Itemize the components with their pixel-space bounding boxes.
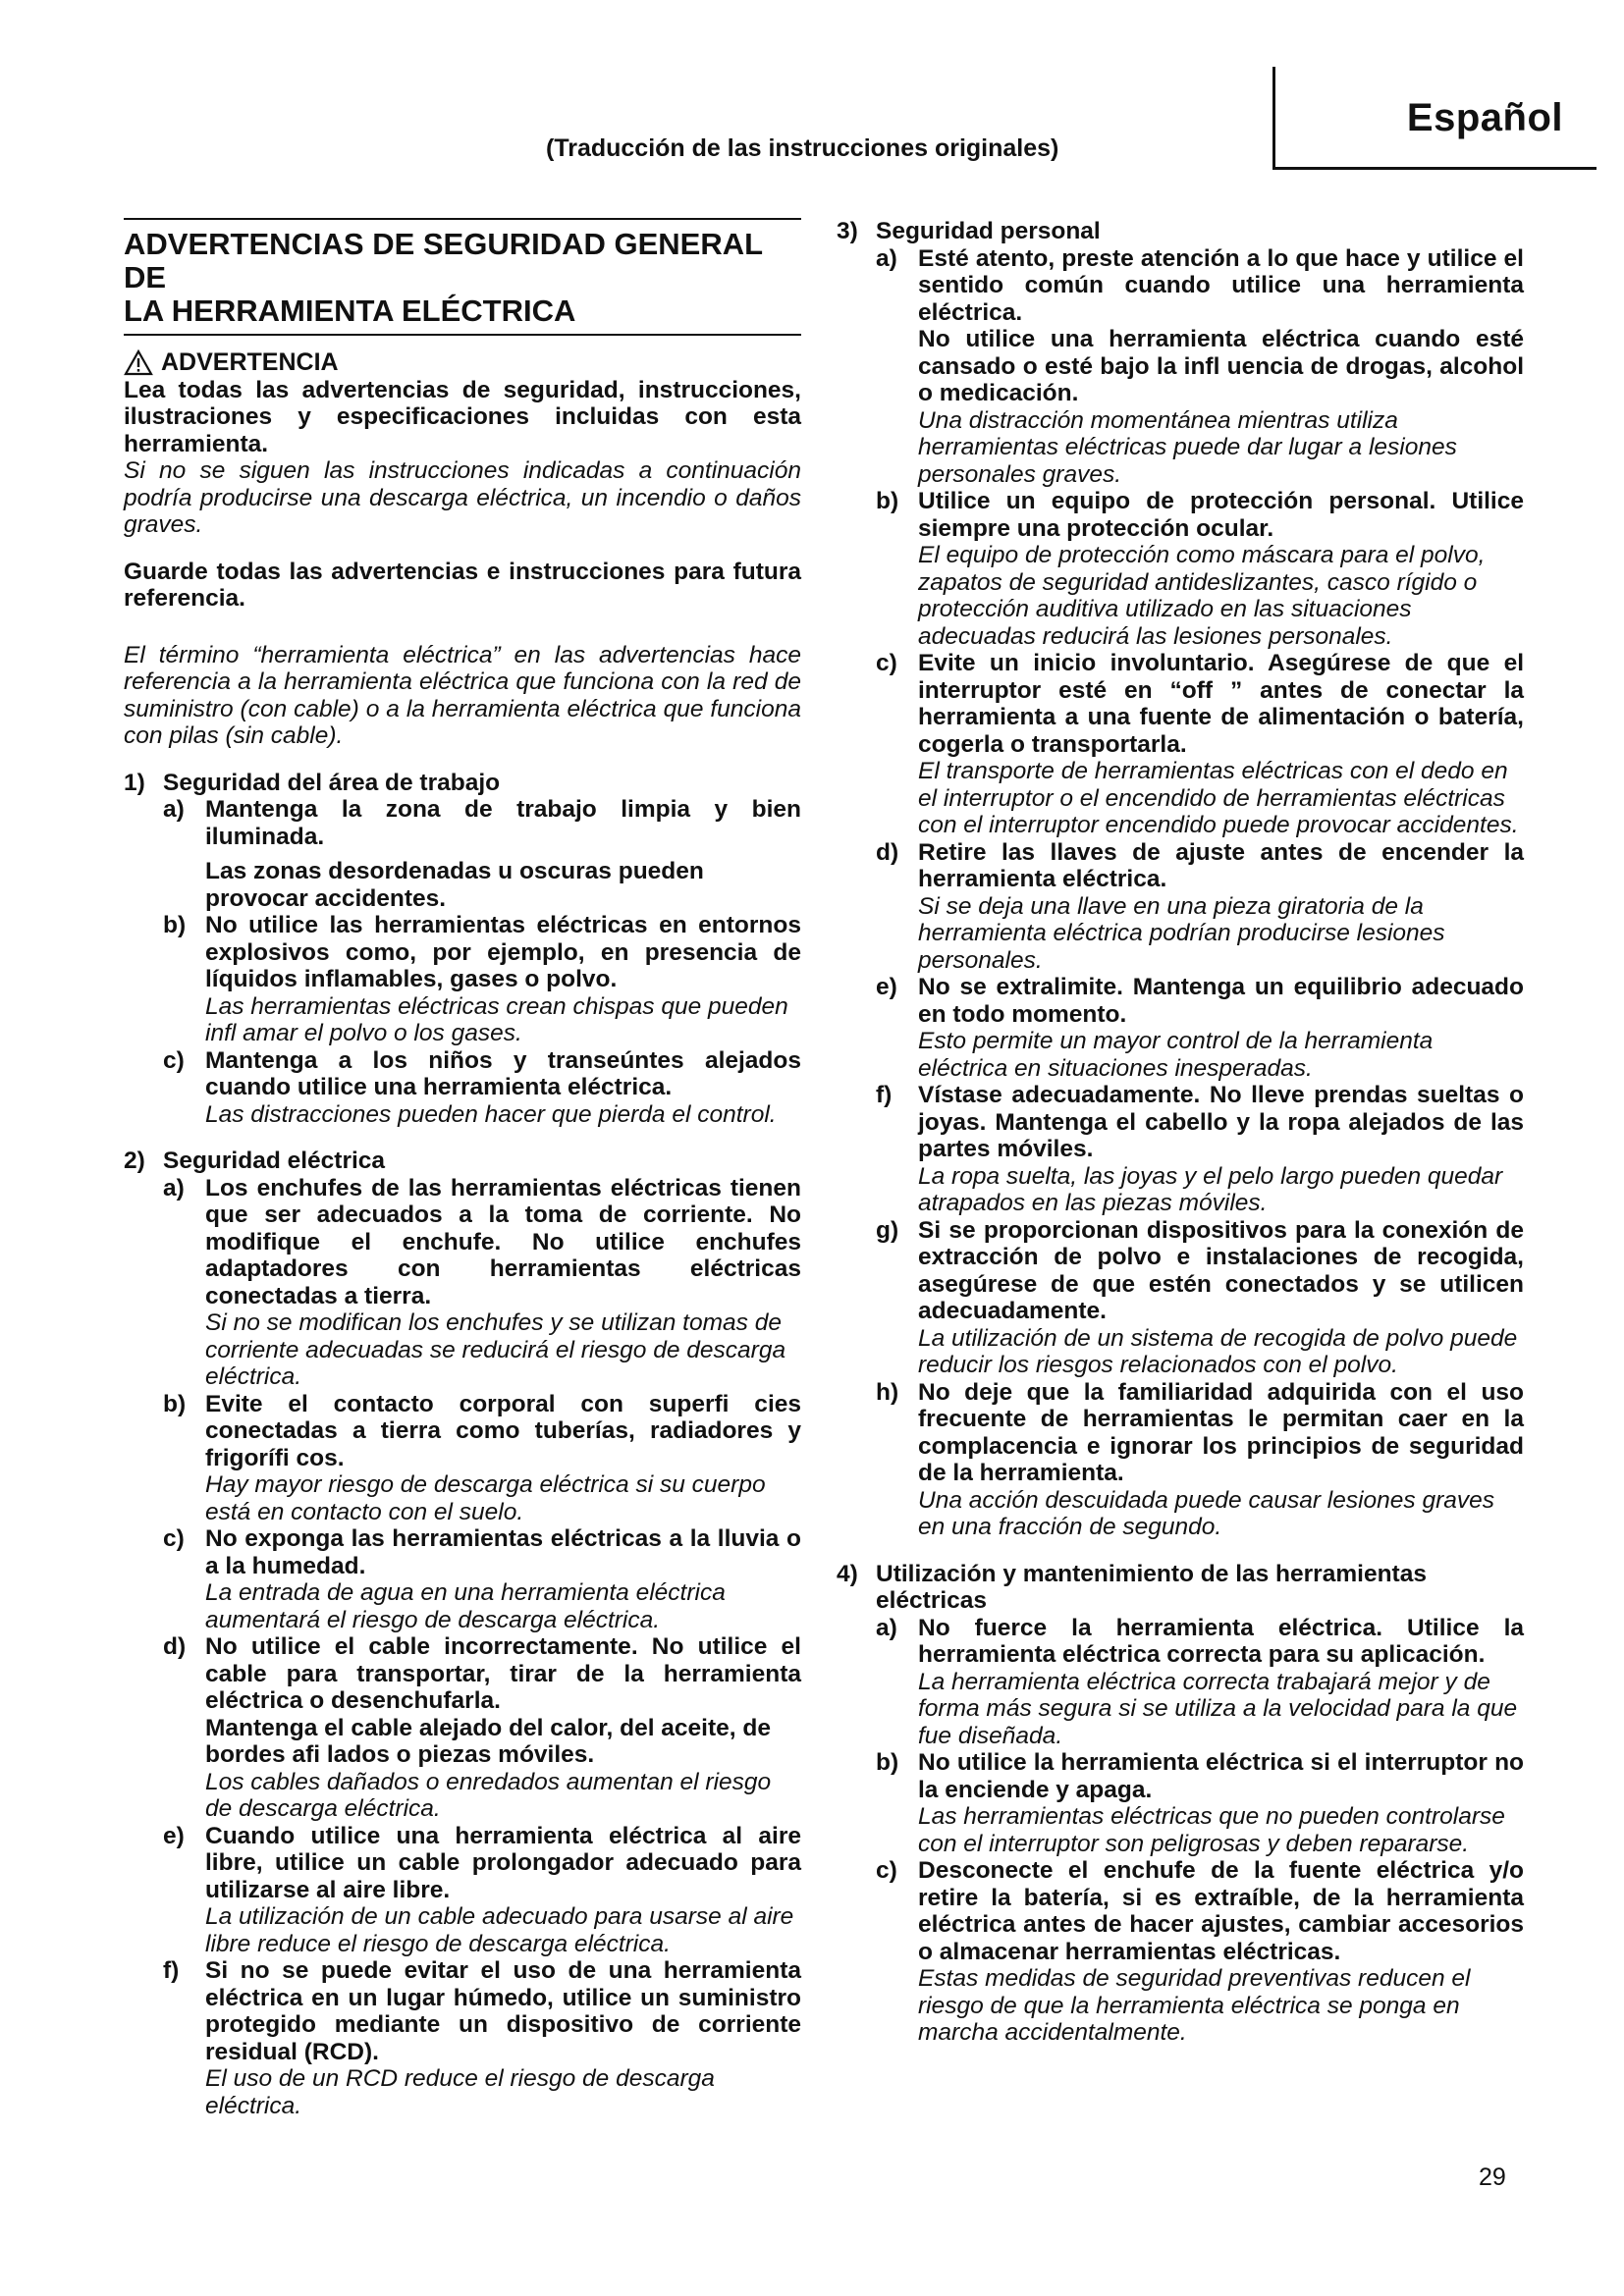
item-bold: Los enchufes de las herramientas eléctricas tienen que ser adecuados a la toma de corriente. No modifique el enchufe. No utilice enchufes adaptadores con herramientas eléctricas conectadas a tierra. bbox=[205, 1174, 801, 1309]
item-marker: c) bbox=[876, 650, 897, 676]
item-marker: b) bbox=[163, 912, 187, 938]
item-bold: Vístase adecuadamente. No lleve prendas sueltas o joyas. Mantenga el cabello y la ropa alejados de las partes móviles. bbox=[918, 1082, 1524, 1162]
item-italic: El transporte de herramientas eléctricas con el dedo en el interruptor o el encendido de herramientas eléctricas con el interruptor encendido puede provocar accidentes. bbox=[918, 758, 1519, 838]
item-marker: f) bbox=[876, 1082, 893, 1108]
s1-number: 1) bbox=[124, 769, 145, 796]
item-marker: h) bbox=[876, 1378, 899, 1406]
section-title-line2: LA HERRAMIENTA ELÉCTRICA bbox=[124, 294, 576, 328]
item-bold-2: Mantenga el cable alejado del calor, del aceite, de bordes afi lados o piezas móviles. bbox=[205, 1714, 771, 1768]
warning-label: ADVERTENCIA bbox=[161, 348, 339, 376]
item-italic: Si no se modifican los enchufes y se utilizan tomas de corriente adecuadas se reducirá el riesgo de descarga eléctrica. bbox=[205, 1309, 786, 1390]
list-item bbox=[876, 1082, 1524, 1217]
item-italic: Hay mayor riesgo de descarga eléctrica si su cuerpo está en contacto con el suelo. bbox=[205, 1471, 766, 1525]
item-marker: a) bbox=[163, 796, 185, 823]
item-bold: Si se proporcionan dispositivos para la conexión de extracción de polvo e instalaciones de recogida, asegúrese de que estén conectados y se utilicen adecuadamente. bbox=[918, 1216, 1524, 1324]
item-italic: Una distracción momentánea mientras utiliza herramientas eléctricas puede dar lugar a lesiones personales graves. bbox=[918, 406, 1457, 488]
right-column bbox=[837, 218, 1524, 2047]
item-marker: a) bbox=[163, 1174, 185, 1201]
list-item bbox=[876, 839, 1524, 975]
list-item bbox=[163, 1047, 801, 1129]
s3-title: Seguridad personal bbox=[876, 218, 1101, 244]
item-bold: Si no se puede evitar el uso de una herramienta eléctrica en un lugar húmedo, utilice un suministro protegido mediante un dispositivo de corriente residual (RCD). bbox=[205, 1957, 801, 2065]
item-italic: La herramienta eléctrica correcta trabajará mejor y de forma más segura si se utiliza a la velocidad para la que fue diseñada. bbox=[918, 1668, 1518, 1749]
item-marker: a) bbox=[876, 1614, 897, 1641]
item-bold: Esté atento, preste atención a lo que hace y utilice el sentido común cuando utilice una herramienta eléctrica. bbox=[918, 244, 1524, 326]
s4-title: Utilización y mantenimiento de las herramientas eléctricas bbox=[876, 1560, 1427, 1614]
item-italic: Las distracciones pueden hacer que pierda el control. bbox=[205, 1100, 777, 1128]
list-item bbox=[163, 1633, 801, 1823]
list-item bbox=[876, 1217, 1524, 1379]
s2-heading bbox=[124, 1148, 801, 1175]
item-marker: e) bbox=[876, 974, 897, 1000]
list-item bbox=[876, 488, 1524, 650]
item-bold: Cuando utilice una herramienta eléctrica al aire libre, utilice un cable prolongador adecuado para utilizarse al aire libre. bbox=[205, 1822, 801, 1903]
list-item bbox=[163, 1957, 801, 2119]
warning-triangle-icon bbox=[124, 349, 153, 376]
list-item bbox=[163, 912, 801, 1047]
item-marker: b) bbox=[876, 488, 899, 514]
item-bold: No utilice la herramienta eléctrica si el interruptor no la enciende y apaga. bbox=[918, 1749, 1524, 1803]
language-label: Español bbox=[1406, 96, 1563, 139]
item-bold: No se extralimite. Mantenga un equilibrio adecuado en todo momento. bbox=[918, 974, 1524, 1028]
item-marker: e) bbox=[163, 1822, 185, 1849]
language-tab bbox=[1272, 67, 1597, 170]
item-marker: f) bbox=[163, 1957, 180, 1984]
left-column bbox=[124, 218, 801, 2119]
item-marker: g) bbox=[876, 1216, 899, 1244]
keep-instructions-text: Guarde todas las advertencias e instrucciones para futura referencia. bbox=[124, 558, 801, 612]
list-item bbox=[163, 796, 801, 912]
item-italic: La utilización de un sistema de recogida de polvo puede reducir los riesgos relacionados con el polvo. bbox=[918, 1324, 1518, 1378]
item-marker: c) bbox=[876, 1857, 897, 1884]
item-bold-2: No utilice una herramienta eléctrica cuando esté cansado o esté bajo la infl uencia de drogas, alcohol o medicación. bbox=[918, 326, 1524, 406]
item-bold: Mantenga la zona de trabajo limpia y bien iluminada. bbox=[205, 796, 801, 850]
s1-title: Seguridad del área de trabajo bbox=[163, 769, 501, 796]
section-title bbox=[124, 218, 801, 336]
item-bold: No utilice las herramientas eléctricas en entornos explosivos como, por ejemplo, en presencia de líquidos inflamables, gases o polvo. bbox=[205, 912, 801, 992]
item-bold: No exponga las herramientas eléctricas a la lluvia o a la humedad. bbox=[205, 1525, 801, 1579]
page-subtitle: (Traducción de las instrucciones originales) bbox=[546, 134, 1059, 162]
item-marker: b) bbox=[163, 1390, 187, 1417]
item-bold: No utilice el cable incorrectamente. No utilice el cable para transportar, tirar de la herramienta eléctrica o desenchufarla. bbox=[205, 1633, 801, 1714]
item-marker: d) bbox=[163, 1633, 187, 1660]
list-item bbox=[876, 974, 1524, 1082]
item-bold-2: Las zonas desordenadas u oscuras pueden provocar accidentes. bbox=[205, 858, 704, 912]
item-bold: Retire las llaves de ajuste antes de encender la herramienta eléctrica. bbox=[918, 838, 1524, 892]
s1-heading bbox=[124, 770, 801, 797]
page-number: 29 bbox=[1479, 2163, 1506, 2191]
list-item bbox=[876, 1857, 1524, 2047]
item-italic: La ropa suelta, las joyas y el pelo largo pueden quedar atrapados en las piezas móviles. bbox=[918, 1162, 1503, 1216]
item-bold: Utilice un equipo de protección personal. Utilice siempre una protección ocular. bbox=[918, 488, 1524, 542]
warning-heading bbox=[124, 349, 801, 377]
item-italic: Las herramientas eléctricas que no pueden controlarse con el interruptor son peligrosas y deben repararse. bbox=[918, 1803, 1505, 1857]
s4-number: 4) bbox=[837, 1560, 858, 1587]
item-italic: Las herramientas eléctricas crean chispas que pueden infl amar el polvo o los gases. bbox=[205, 992, 788, 1046]
item-bold: No deje que la familiaridad adquirida con el uso frecuente de herramientas le permitan caer en la complacencia e ignorar los principios de seguridad de la herramienta. bbox=[918, 1378, 1524, 1486]
item-marker: b) bbox=[876, 1749, 899, 1776]
item-bold: No fuerce la herramienta eléctrica. Utilice la herramienta eléctrica correcta para su aplicación. bbox=[918, 1614, 1524, 1668]
list-item bbox=[876, 245, 1524, 489]
item-italic: Estas medidas de seguridad preventivas reducen el riesgo de que la herramienta eléctrica se ponga en marcha accidentalmente. bbox=[918, 1965, 1471, 2046]
item-italic: Esto permite un mayor control de la herramienta eléctrica en situaciones inesperadas. bbox=[918, 1028, 1434, 1082]
s2-title: Seguridad eléctrica bbox=[163, 1148, 386, 1174]
list-item bbox=[163, 1525, 801, 1633]
item-marker: c) bbox=[163, 1046, 185, 1074]
item-marker: a) bbox=[876, 244, 897, 272]
item-italic: Si se deja una llave en una pieza giratoria de la herramienta eléctrica podrían producirse lesiones personales. bbox=[918, 892, 1445, 974]
item-italic: Una acción descuidada puede causar lesiones graves en una fracción de segundo. bbox=[918, 1486, 1495, 1540]
list-item bbox=[163, 1175, 801, 1391]
item-bold: Evite el contacto corporal con superfi cies conectadas a tierra como tuberías, radiadores y frigorífi cos. bbox=[205, 1390, 801, 1471]
list-item bbox=[876, 1379, 1524, 1541]
list-item bbox=[163, 1391, 801, 1526]
s2-number: 2) bbox=[124, 1148, 145, 1174]
list-item bbox=[163, 1823, 801, 1958]
list-item bbox=[876, 1615, 1524, 1750]
warning-italic: Si no se siguen las instrucciones indicadas a continuación podría producirse una descarga eléctrica, un incendio o daños graves. bbox=[124, 457, 801, 538]
item-italic: Los cables dañados o enredados aumentan el riesgo de descarga eléctrica. bbox=[205, 1768, 772, 1822]
item-italic: La utilización de un cable adecuado para usarse al aire libre reduce el riesgo de descarga eléctrica. bbox=[205, 1903, 794, 1957]
list-item bbox=[876, 650, 1524, 839]
s3-number: 3) bbox=[837, 218, 858, 244]
item-italic: La entrada de agua en una herramienta eléctrica aumentará el riesgo de descarga eléctrica. bbox=[205, 1579, 726, 1633]
item-bold: Desconecte el enchufe de la fuente eléctrica y/o retire la batería, si es extraíble, de la herramienta eléctrica antes de hacer ajustes, cambiar accesorios o almacenar herramientas eléctricas. bbox=[918, 1857, 1524, 1965]
list-item bbox=[876, 1749, 1524, 1857]
warning-text: Lea todas las advertencias de seguridad, instrucciones, ilustraciones y especificaciones incluidas con esta herramienta. bbox=[124, 376, 801, 457]
s4-heading bbox=[837, 1561, 1524, 1615]
item-bold: Mantenga a los niños y transeúntes alejados cuando utilice una herramienta eléctrica. bbox=[205, 1046, 801, 1100]
item-marker: d) bbox=[876, 838, 899, 866]
s3-heading bbox=[837, 218, 1524, 245]
item-marker: c) bbox=[163, 1525, 185, 1552]
item-italic: El uso de un RCD reduce el riesgo de descarga eléctrica. bbox=[205, 2065, 715, 2119]
section-title-line1: ADVERTENCIAS DE SEGURIDAD GENERAL DE bbox=[124, 227, 763, 294]
item-bold: Evite un inicio involuntario. Asegúrese de que el interruptor esté en “off ” antes de conectar la herramienta a una fuente de alimentación o batería, cogerla o transportarla. bbox=[918, 650, 1524, 758]
term-definition: El término “herramienta eléctrica” en las advertencias hace referencia a la herramienta eléctrica que funciona con la red de suministro (con cable) o a la herramienta eléctrica que funciona con pilas (sin cable). bbox=[124, 641, 801, 749]
item-italic: El equipo de protección como máscara para el polvo, zapatos de seguridad antideslizantes, casco rígido o protección auditiva utilizado en las situaciones adecuadas reducirá las lesiones personales. bbox=[918, 542, 1486, 650]
